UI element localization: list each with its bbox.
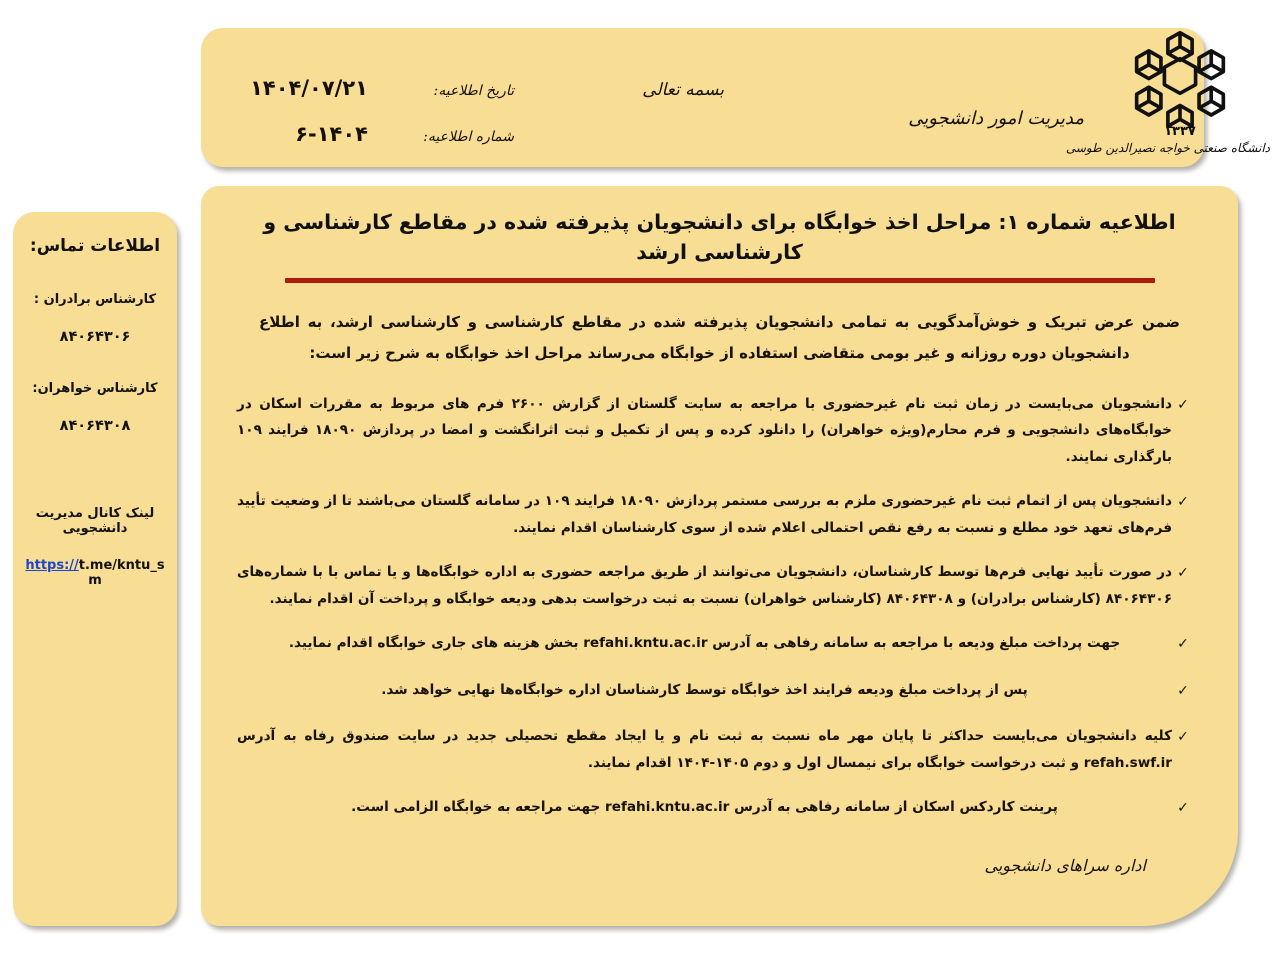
contact-sidebar bbox=[13, 212, 177, 926]
list-item bbox=[237, 677, 1194, 705]
issuing-unit-title: مدیریت امور دانشجویی bbox=[908, 108, 1084, 129]
list-item-text: دانشجویان پس از اتمام ثبت نام غیرحضوری ملزم به بررسی مستمر پردازش ۱۸۰۹۰ فرایند ۱۰۹ در سامانه گلستان می‌باشند تا از وضعیت تأیید فرم‌های تعهد خود مطلع و نسبت به رفع نقص احتمالی اعلام شده از سوی کارشناسان اقدام نمایند. bbox=[237, 493, 1172, 536]
title-divider-rule bbox=[285, 278, 1155, 283]
university-founding-year: ۱۳۳۷ bbox=[1164, 124, 1196, 139]
list-item-text: جهت پرداخت مبلغ ودیعه با مراجعه به سامانه رفاهی به آدرس refahi.kntu.ac.ir بخش هزینه های جاری خوابگاه اقدام نمایید. bbox=[288, 635, 1121, 652]
announcement-date-label: تاریخ اطلاعیه: bbox=[433, 83, 514, 99]
check-icon: ✓ bbox=[1177, 396, 1189, 413]
meta-row-number bbox=[204, 122, 514, 146]
announcement-meta bbox=[204, 76, 514, 168]
intro-paragraph: ضمن عرض تبریک و خوش‌آمدگویی به تمامی دانشجویان پذیرفته شده در مقاطع کارشناسی و کارشناسی ارشد، به اطلاع دانشجویان دوره روزانه و غیر بومی متقاضی استفاده از خوابگاه می‌رساند مراحل اخذ خوابگاه به شرح زیر است: bbox=[259, 313, 1180, 363]
list-item bbox=[237, 488, 1194, 541]
list-item bbox=[237, 559, 1194, 612]
list-item bbox=[237, 794, 1194, 822]
check-icon: ✓ bbox=[1177, 565, 1189, 582]
title-area bbox=[201, 208, 1238, 283]
telegram-channel-link[interactable] bbox=[13, 558, 177, 588]
telegram-link-protocol: https:// bbox=[25, 558, 79, 573]
header-strip bbox=[201, 28, 1204, 167]
brothers-expert-label: کارشناس برادران : bbox=[33, 292, 157, 307]
announcement-number-value: ۶-۱۴۰۴ bbox=[295, 122, 368, 146]
sisters-expert-label: کارشناس خواهران: bbox=[32, 381, 158, 396]
list-item-text: پرینت کاردکس اسکان از سامانه رفاهی به آدرس refahi.kntu.ac.ir جهت مراجعه به خوابگاه الزامی است. bbox=[351, 799, 1058, 816]
list-item bbox=[237, 630, 1194, 658]
list-item-text: کلیه دانشجویان می‌بایست حداکثر تا پایان مهر ماه نسبت به ثبت نام و یا ایجاد مقطع تحصیلی جدید در سایت صندوق رفاه به آدرس refah.swf.ir و ثبت درخواست خوابگاه برای نیمسال اول و دوم ۱۴۰۵-۱۴۰۴ اقدام نمایند. bbox=[237, 728, 1172, 771]
signature-line: اداره سراهای دانشجویی bbox=[984, 856, 1146, 876]
list-item bbox=[237, 391, 1194, 471]
brothers-expert-phone: ۸۴۰۶۴۳۰۶ bbox=[59, 329, 131, 345]
contact-sidebar-title: اطلاعات تماس: bbox=[29, 236, 161, 256]
announcement-date-value: ۱۴۰۴/۰۷/۲۱ bbox=[250, 76, 368, 100]
list-item-text: در صورت تأیید نهایی فرم‌ها توسط کارشناسان، دانشجویان می‌توانند از طریق مراجعه حضوری به اداره خوابگاه‌ها و یا تماس با با شماره‌های ۸۴۰۶۴۳۰۶ (کارشناس برادران) و ۸۴۰۶۴۳۰۸ (کارشناس خواهران) نسبت به ثبت درخواست بدهی ودیعه خوابگاه و پرداخت آن اقدام نمایند. bbox=[237, 564, 1172, 607]
announcement-number-label: شماره اطلاعیه: bbox=[423, 129, 514, 145]
announcement-body-card bbox=[201, 186, 1238, 926]
page-title: اطلاعیه شماره ۱: مراحل اخذ خوابگاه برای دانشجویان پذیرفته شده در مقاطع کارشناسی و کارشناسی ارشد bbox=[263, 210, 1176, 264]
steps-list bbox=[237, 391, 1194, 822]
besmellah-text: بسمه تعالی bbox=[642, 80, 724, 100]
telegram-link-path: t.me/kntu_sm bbox=[78, 558, 165, 588]
check-icon: ✓ bbox=[1177, 729, 1189, 746]
university-logo-block bbox=[1065, 22, 1270, 182]
check-icon: ✓ bbox=[1177, 800, 1189, 817]
kntu-hexagonal-cube-logo-icon bbox=[1128, 24, 1232, 128]
check-icon: ✓ bbox=[1177, 494, 1189, 511]
list-item bbox=[237, 723, 1194, 776]
check-icon: ✓ bbox=[1177, 636, 1189, 653]
check-icon: ✓ bbox=[1177, 682, 1189, 699]
university-name-caption: دانشگاه صنعتی خواجه نصیرالدین طوسی bbox=[1065, 141, 1270, 155]
sisters-expert-phone: ۸۴۰۶۴۳۰۸ bbox=[59, 418, 131, 434]
list-item-text: پس از پرداخت مبلغ ودیعه فرایند اخذ خوابگاه توسط کارشناسان اداره خوابگاه‌ها نهایی خواهد شد. bbox=[381, 681, 1028, 698]
meta-row-date bbox=[204, 76, 514, 100]
telegram-channel-label: لینک کانال مدیریت دانشجویی bbox=[35, 506, 155, 536]
list-item-text: دانشجویان می‌بایست در زمان ثبت نام غیرحضوری با مراجعه به سایت گلستان از گزارش ۲۶۰۰ فرم های مربوط به مقررات اسکان در خوابگاه‌های دانشجویی و فرم محارم(ویژه خواهران) را دانلود کرده و پس از تکمیل و ثبت اثرانگشت و امضا در پردازش ۱۸۰۹۰ فرایند ۱۰۹ بارگذاری نمایند. bbox=[237, 395, 1172, 465]
